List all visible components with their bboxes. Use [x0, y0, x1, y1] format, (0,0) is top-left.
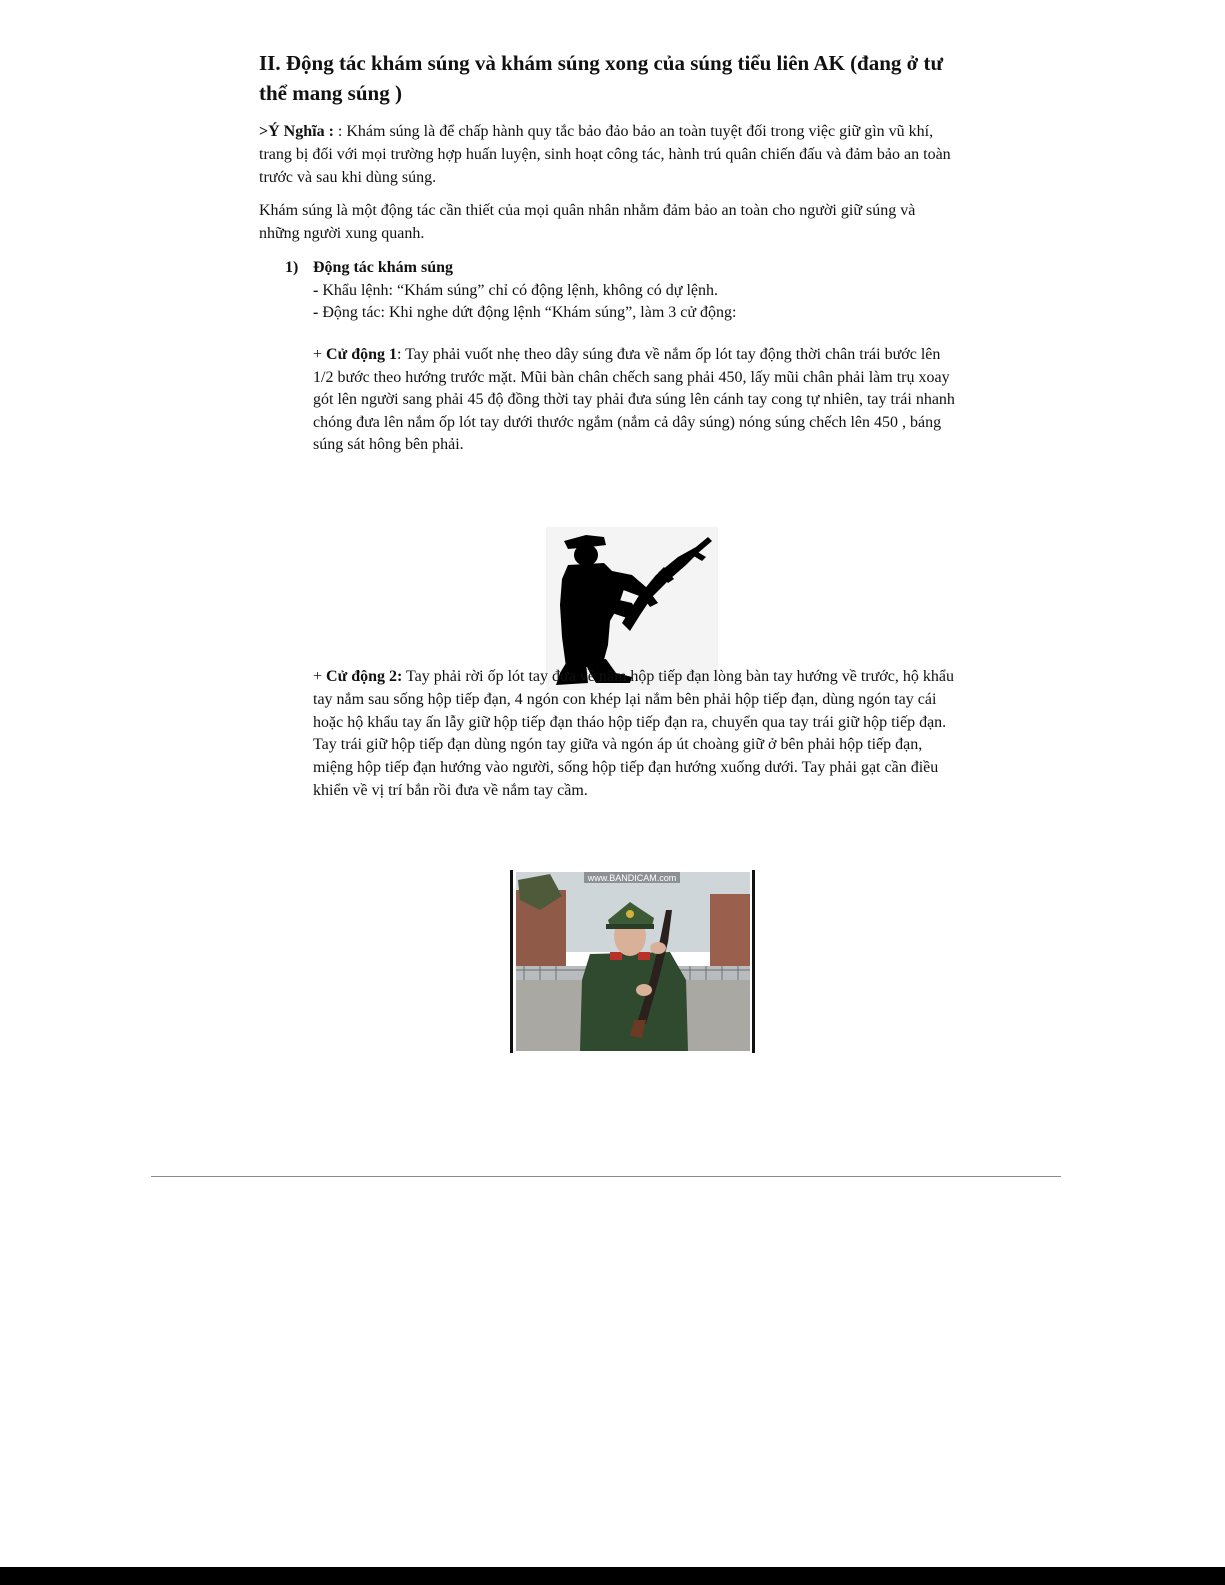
bottom-edge-bar [0, 1567, 1225, 1585]
bandicam-watermark: www.BANDICAM.com [587, 873, 677, 883]
page-divider [151, 1176, 1061, 1177]
action-text: Động tác: Khi nghe dứt động lệnh “Khám súng”, làm 3 cử động: [322, 304, 737, 321]
meaning-paragraph [259, 120, 959, 189]
action-dash: - [313, 304, 323, 321]
command-line [313, 279, 963, 302]
step1-paragraph [313, 344, 963, 457]
intro-paragraph: Khám súng là một động tác cần thiết của mọi quân nhân nhằm đảm bảo an toàn cho người giữ súng và những người xung quanh. [259, 202, 916, 242]
step1-text: : Tay phải vuốt nhẹ theo dây súng đưa về nắm ốp lót tay động thời chân trái bước lên 1/2 bước theo hướng trước mặt. Mũi bàn chân chếch sang phải 450, lấy mũi chân phải làm trụ xoay gót lên người sang phải 45 độ đồng thời tay phải đưa súng lên cánh tay cong tự nhiên, tay trái nhanh chóng đưa lên nắm ốp lót tay dưới thước ngắm (nắm cả dây súng) nóng súng chếch lên 450 , báng súng sát hông bên phải. [313, 346, 955, 454]
soldier-photo-image [510, 870, 755, 1053]
step2-text: Tay phải rời ốp lót tay đưa về nắm hộp tiếp đạn lòng bàn tay hướng về trước, hộ khẩu tay nắm sau sống hộp tiếp đạn, 4 ngón con khép lại nắm bên phải hộp tiếp đạn, dùng ngón tay cái hoặc hộ khẩu tay ấn lẫy giữ hộp tiếp đạn tháo hộp tiếp đạn ra, chuyển qua tay trái giữ hộp tiếp đạn. Tay trái giữ hộp tiếp đạn dùng ngón tay giữa và ngón áp út choàng giữ ở bên phải hộp tiếp đạn, miệng hộp tiếp đạn hướng vào người, sống hộp tiếp đạn hướng xuống dưới. Tay phải gạt cần điều khiển về vị trí bắn rồi đưa về nắm tay cầm. [313, 668, 954, 799]
step2-prefix: + [313, 668, 327, 685]
meaning-text: : Khám súng là để chấp hành quy tắc bảo đảo bảo an toàn tuyệt đối trong việc giữ gìn vũ khí, trang bị đối với mọi trường hợp huấn luyện, sinh hoạt công tác, hành trú quân chiến đấu và đảm bảo an toàn trước và sau khi dùng súng. [259, 123, 951, 186]
command-text: Khẩu lệnh: “Khám súng” chỉ có động lệnh, không có dự lệnh. [322, 282, 719, 299]
step1-label: Cử động 1 [326, 346, 397, 363]
action-line [313, 301, 963, 324]
command-dash: - [313, 282, 323, 299]
step2-label: Cử động 2: [326, 668, 403, 685]
section-heading: Động tác khám súng [313, 259, 454, 276]
meaning-label: >Ý Nghĩa : [259, 123, 338, 140]
section-number: 1) [285, 259, 299, 276]
step2-paragraph [313, 666, 963, 803]
step1-prefix: + [313, 346, 327, 363]
document-title: II. Động tác khám súng và khám súng xong của súng tiểu liên AK (đang ở tư thể mang súng ) [259, 51, 944, 105]
